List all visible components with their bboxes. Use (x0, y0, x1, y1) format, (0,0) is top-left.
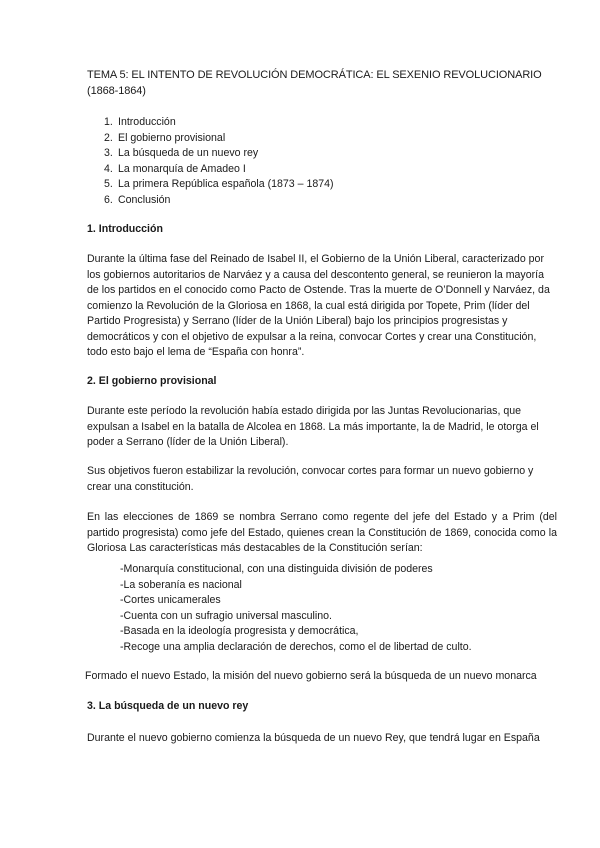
list-item: -Monarquía constitucional, con una distinguida división de poderes (120, 563, 433, 575)
toc-item-label: La monarquía de Amadeo I (118, 162, 246, 175)
list-item: -Cortes unicamerales (120, 594, 221, 606)
list-item: -Basada en la ideología progresista y democrática, (120, 625, 359, 637)
toc-item-label: Conclusión (118, 193, 171, 206)
toc-item: 6. Conclusión (104, 193, 171, 206)
section-heading-gobierno-provisional: 2. El gobierno provisional (87, 375, 217, 387)
section-1-paragraph: Durante la última fase del Reinado de Isabel II, el Gobierno de la Unión Liberal, caracterizado por los gobiernos autoritarios de Narváez y a causa del descontento general, se reunieron la mayoría de los partidos en el conocido como Pacto de Ostende. Tras la muerte de O’Donnell y Narváez, da comienzo la Revolución de la Gloriosa en 1868, la cual está dirigida por Topete, Prim (líder del Partido Progresista) y Serrano (líder de la Unión Liberal) bajo los principios progresistas y democráticos y con el objetivo de expulsar a la reina, convocar Cortes y crear una Constitución, todo esto bajo el lema de “España con honra”. (87, 253, 550, 358)
toc-item: 4. La monarquía de Amadeo I (104, 162, 246, 175)
list-item: -Cuenta con un sufragio universal masculino. (120, 609, 332, 622)
toc-item: 1. Introducción (104, 116, 176, 128)
section-2-paragraph-4: Formado el nuevo Estado, la misión del nuevo gobierno será la búsqueda de un nuevo monarca (85, 670, 537, 682)
toc-item-label: El gobierno provisional (118, 131, 226, 144)
toc-item-label: La búsqueda de un nuevo rey (118, 147, 259, 159)
section-2-paragraph-2: Sus objetivos fueron estabilizar la revolución, convocar cortes para formar un nuevo gobierno y crear una constitución. (87, 465, 534, 493)
constitution-features-list (120, 562, 550, 655)
section-3-paragraph: Durante el nuevo gobierno comienza la búsqueda de un nuevo Rey, que tendrá lugar en España (87, 732, 540, 744)
table-of-contents (104, 115, 404, 208)
toc-item: 5. La primera República española (1873 – 1874) (104, 178, 334, 190)
toc-item: 2. El gobierno provisional (104, 131, 226, 144)
toc-item: 3. La búsqueda de un nuevo rey (104, 147, 259, 159)
document-title: TEMA 5: EL INTENTO DE REVOLUCIÓN DEMOCRÁTICA: EL SEXENIO REVOLUCIONARIO (1868-1864) (87, 69, 542, 97)
section-2-paragraph-3: En las elecciones de 1869 se nombra Serrano como regente del jefe del Estado y a Prim (del partido progresista) como jefe del Estado, quienes crean la Constitución de 1869, conocida como la Gloriosa Las características más destacables de la Constitución serían: (87, 511, 557, 554)
section-heading-busqueda-rey: 3. La búsqueda de un nuevo rey (87, 700, 249, 712)
section-heading-introduccion: 1. Introducción (87, 223, 163, 235)
toc-item-label: La primera República española (1873 – 1874) (118, 178, 334, 190)
list-item: -La soberanía es nacional (120, 578, 242, 591)
list-item: -Recoge una amplia declaración de derechos, como el de libertad de culto. (120, 640, 472, 653)
toc-item-label: Introducción (118, 116, 176, 128)
section-2-paragraph-1: Durante este período la revolución había estado dirigida por las Juntas Revolucionarias, que expulsan a Isabel en la batalla de Alcolea en 1868. La más importante, la de Madrid, le otorga el poder a Serrano (líder de la Unión Liberal). (87, 405, 539, 448)
